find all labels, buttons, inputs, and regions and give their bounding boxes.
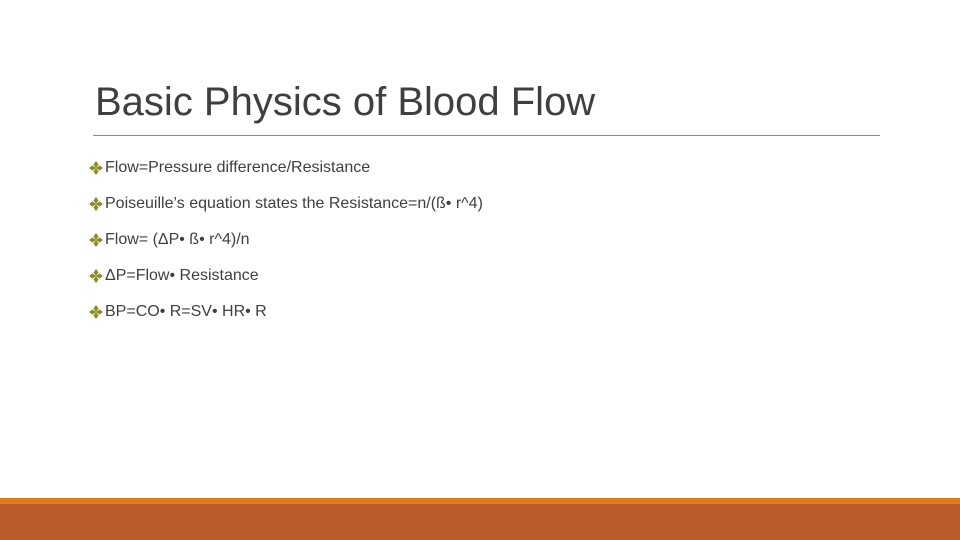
diamond-bullet-icon	[89, 161, 103, 175]
diamond-bullet-icon	[89, 233, 103, 247]
diamond-bullet-icon	[89, 269, 103, 283]
slide-title: Basic Physics of Blood Flow	[95, 80, 596, 124]
bullet-text: Flow=Pressure difference/Resistance	[105, 159, 371, 176]
list-item	[89, 294, 483, 330]
bullet-text: Poiseuille’s equation states the Resistance=n/(ß• r^4)	[105, 195, 483, 212]
list-item	[89, 186, 483, 222]
bullet-text: ΔP=Flow• Resistance	[105, 267, 259, 284]
bullet-text: Flow= (ΔP• ß• r^4)/n	[105, 231, 250, 248]
list-item	[89, 222, 483, 258]
bullet-text: BP=CO• R=SV• HR• R	[105, 303, 267, 320]
diamond-bullet-icon	[89, 197, 103, 211]
list-item	[89, 258, 483, 294]
bullet-list	[89, 150, 483, 330]
list-item	[89, 150, 483, 186]
diamond-bullet-icon	[89, 305, 103, 319]
title-underline	[93, 135, 880, 136]
footer-bar	[0, 504, 960, 540]
